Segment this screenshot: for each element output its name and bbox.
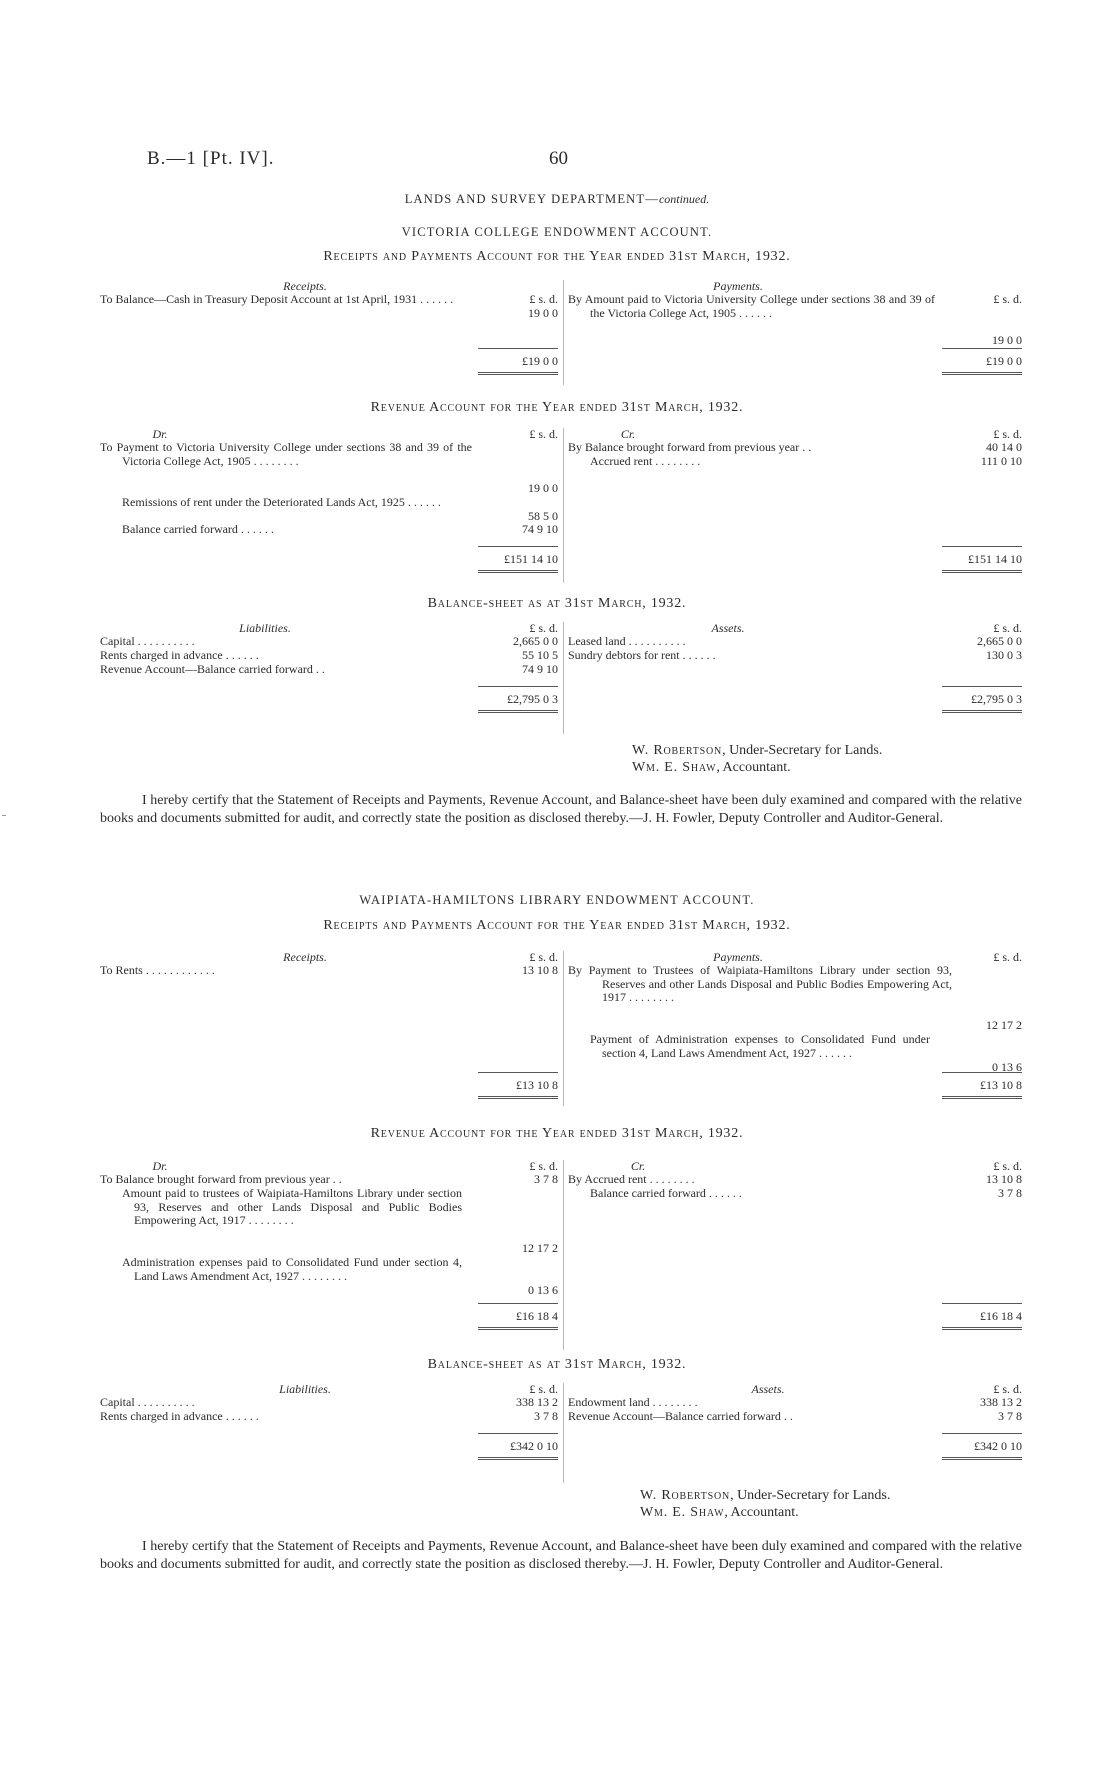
lsd-heading: £ s. d. bbox=[993, 1382, 1022, 1396]
double-rule bbox=[478, 1457, 558, 1460]
rule bbox=[478, 1072, 558, 1073]
lsd-heading: £ s. d. bbox=[993, 292, 1022, 306]
payments-total: £13 10 8 bbox=[980, 1078, 1022, 1092]
lsd-heading: £ s. d. bbox=[993, 621, 1022, 635]
receipts-heading: Receipts. bbox=[283, 950, 327, 964]
liability-amount: 3 7 8 bbox=[534, 1409, 558, 1423]
liability-amount: 338 13 2 bbox=[516, 1395, 558, 1409]
liability-amount: 55 10 5 bbox=[522, 648, 558, 662]
liability-amount: 74 9 10 bbox=[522, 662, 558, 676]
debit-item: To Balance brought forward from previous year . . bbox=[100, 1172, 342, 1186]
debit-amount: 0 13 6 bbox=[528, 1283, 558, 1297]
signature-line: Wm. E. Shaw, Accountant. bbox=[632, 760, 791, 775]
signature-line: Wm. E. Shaw, Accountant. bbox=[640, 1505, 799, 1520]
rule bbox=[942, 546, 1022, 547]
lsd-heading: £ s. d. bbox=[529, 950, 558, 964]
debit-item: Remissions of rent under the Deteriorated Lands Act, 1925 . . . . . . bbox=[122, 495, 441, 509]
receipt-item: To Rents . . . . . . . . . . . . bbox=[100, 963, 215, 977]
payments-heading: Payments. bbox=[713, 279, 763, 293]
credit-heading: Cr. bbox=[630, 1159, 646, 1173]
account-title: VICTORIA COLLEGE ENDOWMENT ACCOUNT. bbox=[401, 225, 713, 239]
debit-item: Administration expenses paid to Consolidated Fund under section 4, Land Laws Amendment Act, 1927 . . . . . . . . bbox=[122, 1255, 462, 1283]
receipt-amount: 19 0 0 bbox=[528, 306, 558, 320]
rule bbox=[478, 1303, 558, 1304]
assets-total: £2,795 0 3 bbox=[971, 692, 1022, 706]
liability-item: Rents charged in advance . . . . . . bbox=[100, 648, 259, 662]
assets-heading: Assets. bbox=[751, 1382, 785, 1396]
debit-amount: 3 7 8 bbox=[534, 1172, 558, 1186]
credit-total: £16 18 4 bbox=[980, 1309, 1022, 1323]
column-divider bbox=[563, 1160, 564, 1350]
receipts-payments-table bbox=[100, 951, 1022, 1106]
debit-amount: 74 9 10 bbox=[522, 522, 558, 536]
debit-item: To Payment to Victoria University College under sections 38 and 39 of the Victoria College Act, 1905 . . . . . . . . bbox=[100, 440, 472, 468]
credit-amount: 3 7 8 bbox=[998, 1186, 1022, 1200]
receipts-payments-table bbox=[100, 280, 1022, 385]
rule bbox=[942, 348, 1022, 349]
asset-amount: 130 0 3 bbox=[986, 648, 1022, 662]
payments-heading: Payments. bbox=[713, 950, 763, 964]
asset-amount: 338 13 2 bbox=[980, 1395, 1022, 1409]
lsd-heading: £ s. d. bbox=[993, 1159, 1022, 1173]
asset-amount: 2,665 0 0 bbox=[977, 634, 1022, 648]
rule bbox=[478, 546, 558, 547]
double-rule bbox=[942, 710, 1022, 713]
double-rule bbox=[478, 1096, 558, 1099]
payment-item: Payment of Administration expenses to Consolidated Fund under section 4, Land Laws Amendment Act, 1927 . . . . . . bbox=[590, 1032, 930, 1060]
credit-item: By Balance brought forward from previous year . . bbox=[568, 440, 812, 454]
rule bbox=[942, 1072, 1022, 1073]
receipt-item: To Balance—Cash in Treasury Deposit Account at 1st April, 1931 . . . . . . bbox=[100, 292, 454, 306]
rp-title: Receipts and Payments Account for the Year ended 31st March, 1932. bbox=[323, 249, 791, 264]
credit-item: Balance carried forward . . . . . . bbox=[590, 1186, 742, 1200]
debit-amount: 58 5 0 bbox=[528, 509, 558, 523]
double-rule bbox=[478, 1327, 558, 1330]
credit-amount: 13 10 8 bbox=[986, 1172, 1022, 1186]
lsd-heading: £ s. d. bbox=[529, 292, 558, 306]
department-title: LANDS AND SURVEY DEPARTMENT—continued. bbox=[404, 192, 710, 206]
payment-amount: 12 17 2 bbox=[986, 1018, 1022, 1032]
double-rule bbox=[942, 372, 1022, 375]
column-divider bbox=[563, 428, 564, 583]
document-reference: B.—1 [Pt. IV]. bbox=[147, 148, 275, 169]
liabilities-total: £2,795 0 3 bbox=[507, 692, 558, 706]
revenue-table bbox=[100, 1160, 1022, 1350]
credit-amount: 40 14 0 bbox=[986, 440, 1022, 454]
debit-total: £151 14 10 bbox=[504, 552, 558, 566]
double-rule bbox=[478, 710, 558, 713]
audit-certificate: I hereby certify that the Statement of Receipts and Payments, Revenue Account, and Balance-sheet have been duly examined and compared with the relative books and documents submitted for audit, and correctly state the position as disclosed thereby.—J. H. Fowler, Deputy Controller and Auditor-General. bbox=[100, 1539, 1022, 1572]
column-divider bbox=[563, 280, 564, 385]
debit-total: £16 18 4 bbox=[516, 1309, 558, 1323]
balance-sheet-table bbox=[100, 622, 1022, 734]
debit-heading: Dr. bbox=[152, 427, 168, 441]
signature-block bbox=[640, 1487, 890, 1521]
liability-item: Capital . . . . . . . . . . bbox=[100, 634, 195, 648]
page-number: 60 bbox=[549, 148, 568, 169]
lsd-heading: £ s. d. bbox=[993, 427, 1022, 441]
balance-sheet-title: Balance-sheet as at 31st March, 1932. bbox=[427, 1357, 687, 1372]
credit-item: Accrued rent . . . . . . . . bbox=[590, 454, 701, 468]
asset-item: Revenue Account—Balance carried forward . . bbox=[568, 1409, 793, 1423]
debit-item: Amount paid to trustees of Waipiata-Hamiltons Library under section 93, Reserves and other Lands Disposal and Public Bodies Empowering Act, 1917 . . . . . . . . bbox=[122, 1186, 462, 1227]
liability-item: Revenue Account—Balance carried forward . . bbox=[100, 662, 325, 676]
credit-total: £151 14 10 bbox=[968, 552, 1022, 566]
rule bbox=[478, 1433, 558, 1434]
lsd-heading: £ s. d. bbox=[529, 427, 558, 441]
revenue-table bbox=[100, 428, 1022, 583]
debit-amount: 12 17 2 bbox=[522, 1241, 558, 1255]
signature-line: W. Robertson, Under-Secretary for Lands. bbox=[632, 743, 883, 758]
lsd-heading: £ s. d. bbox=[529, 1159, 558, 1173]
rp-title: Receipts and Payments Account for the Year ended 31st March, 1932. bbox=[323, 918, 791, 933]
payment-item: By Payment to Trustees of Waipiata-Hamiltons Library under section 93, Reserves and other Lands Disposal and Public Bodies Empowering Act, 1917 . . . . . . . . bbox=[568, 963, 952, 1004]
assets-heading: Assets. bbox=[711, 621, 745, 635]
column-divider bbox=[563, 622, 564, 734]
lsd-heading: £ s. d. bbox=[529, 621, 558, 635]
column-divider bbox=[563, 951, 564, 1106]
asset-item: Leased land . . . . . . . . . . bbox=[568, 634, 686, 648]
double-rule bbox=[942, 1327, 1022, 1330]
assets-total: £342 0 10 bbox=[974, 1439, 1022, 1453]
asset-item: Endowment land . . . . . . . . bbox=[568, 1395, 698, 1409]
signature-block bbox=[632, 742, 882, 776]
double-rule bbox=[942, 1096, 1022, 1099]
column-divider bbox=[563, 1383, 564, 1483]
liabilities-heading: Liabilities. bbox=[279, 1382, 331, 1396]
rule bbox=[478, 348, 558, 349]
liabilities-total: £342 0 10 bbox=[510, 1439, 558, 1453]
double-rule bbox=[942, 1457, 1022, 1460]
liabilities-heading: Liabilities. bbox=[239, 621, 291, 635]
double-rule bbox=[478, 372, 558, 375]
rule bbox=[942, 1303, 1022, 1304]
receipts-total: £19 0 0 bbox=[522, 354, 558, 368]
receipts-total: £13 10 8 bbox=[516, 1078, 558, 1092]
credit-heading: Cr. bbox=[620, 427, 636, 441]
rule bbox=[942, 1433, 1022, 1434]
debit-heading: Dr. bbox=[152, 1159, 168, 1173]
account-title: WAIPIATA-HAMILTONS LIBRARY ENDOWMENT ACCOUNT. bbox=[359, 893, 755, 907]
receipts-heading: Receipts. bbox=[283, 279, 327, 293]
balance-sheet-table bbox=[100, 1383, 1022, 1483]
scan-mark bbox=[2, 815, 6, 816]
double-rule bbox=[478, 570, 558, 573]
balance-sheet-title: Balance-sheet as at 31st March, 1932. bbox=[427, 596, 687, 611]
revenue-title: Revenue Account for the Year ended 31st March, 1932. bbox=[370, 1126, 744, 1141]
liability-item: Capital . . . . . . . . . . bbox=[100, 1395, 195, 1409]
asset-amount: 3 7 8 bbox=[998, 1409, 1022, 1423]
receipt-amount: 13 10 8 bbox=[522, 963, 558, 977]
asset-item: Sundry debtors for rent . . . . . . bbox=[568, 648, 716, 662]
payments-total: £19 0 0 bbox=[986, 354, 1022, 368]
debit-item: Balance carried forward . . . . . . bbox=[122, 522, 274, 536]
rule bbox=[478, 686, 558, 687]
payment-item: By Amount paid to Victoria University College under sections 38 and 39 of the Victoria College Act, 1905 . . . . . . bbox=[568, 292, 935, 320]
revenue-title: Revenue Account for the Year ended 31st March, 1932. bbox=[370, 400, 744, 415]
credit-amount: 111 0 10 bbox=[980, 454, 1022, 468]
audit-certificate: I hereby certify that the Statement of Receipts and Payments, Revenue Account, and Balance-sheet have been duly examined and compared with the relative books and documents submitted for audit, and correctly state the position as disclosed thereby.—J. H. Fowler, Deputy Controller and Auditor-General. bbox=[100, 793, 1022, 826]
liability-amount: 2,665 0 0 bbox=[513, 634, 558, 648]
payment-amount: 0 13 6 bbox=[992, 1060, 1022, 1074]
signature-line: W. Robertson, Under-Secretary for Lands. bbox=[640, 1488, 891, 1503]
payment-amount: 19 0 0 bbox=[992, 333, 1022, 347]
liability-item: Rents charged in advance . . . . . . bbox=[100, 1409, 259, 1423]
lsd-heading: £ s. d. bbox=[993, 950, 1022, 964]
lsd-heading: £ s. d. bbox=[529, 1382, 558, 1396]
double-rule bbox=[942, 570, 1022, 573]
debit-amount: 19 0 0 bbox=[528, 481, 558, 495]
rule bbox=[942, 686, 1022, 687]
credit-item: By Accrued rent . . . . . . . . bbox=[568, 1172, 695, 1186]
